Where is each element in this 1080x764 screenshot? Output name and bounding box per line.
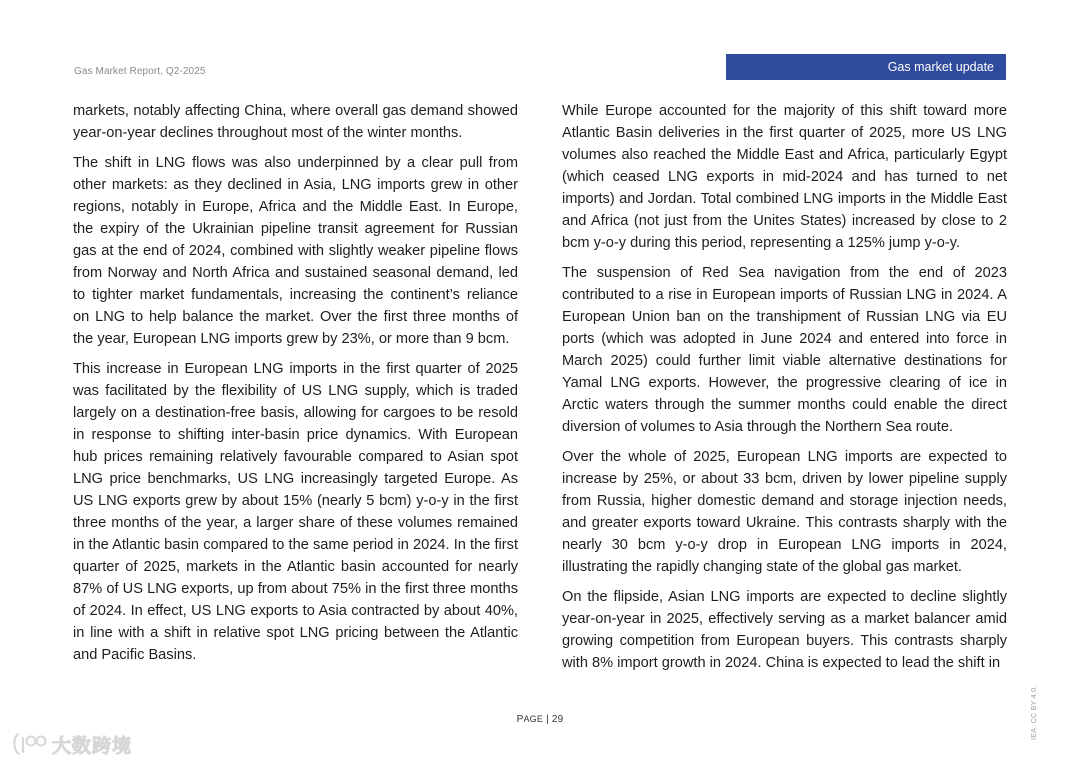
- paragraph: This increase in European LNG imports in the first quarter of 2025 was facilitated by the flexibility of US LNG supply, which is traded largely on a destination-free basis, allowing for cargoes to be resold in response to shifting inter-basin price dynamics. With European hub prices remaining relatively favourable compared to Asian spot LNG price benchmarks, US LNG increasingly targeted Europe. As US LNG exports grew by about 15% (nearly 5 bcm) y-o-y in the first three months of the year, a larger share of these volumes remained in the Atlantic basin compared to the same period in 2024. In the first quarter of 2025, markets in the Atlantic basin accounted for nearly 87% of US LNG exports, up from about 75% in the first three months of 2024. In effect, US LNG exports to Asia contracted by about 40%, in line with a shift in relative spot LNG pricing between the Atlantic and Pacific Basins.: [73, 361, 518, 663]
- watermark-text: 大数跨境: [52, 734, 133, 757]
- watermark: [10, 730, 132, 758]
- paragraph: Over the whole of 2025, European LNG imports are expected to increase by 25%, or about 33 bcm, driven by lower pipeline supply from Russia, higher domestic demand and storage injection needs, and greater exports toward Ukraine. This contrasts sharply with the nearly 30 bcm y-o-y drop in European LNG imports in 2024, illustrating the rapidly changing state of the global gas market.: [562, 449, 1007, 575]
- right-column: [562, 100, 1007, 682]
- license-note: IEA. CC BY 4.0.: [1031, 685, 1038, 740]
- section-tab: Gas market update: [726, 54, 1006, 80]
- left-column: [73, 100, 518, 674]
- paragraph: markets, notably affecting China, where overall gas demand showed year-on-year declines throughout most of the winter months.: [73, 103, 518, 141]
- paragraph: The shift in LNG flows was also underpinned by a clear pull from other markets: as they declined in Asia, LNG imports grew in other regions, notably in Europe, Africa and the Middle East. In Europe, the expiry of the Ukrainian pipeline transit agreement for Russian gas at the end of 2024, combined with slightly weaker pipeline flows from Norway and North Africa and sustained seasonal demand, led to tighter market fundamentals, increasing the continent’s reliance on LNG to help balance the market. Over the first three months of the year, European LNG imports grew by 23%, or more than 9 bcm.: [73, 155, 518, 347]
- paragraph: On the flipside, Asian LNG imports are expected to decline slightly year-on-year in 2025, effectively serving as a market balancer amid growing competition from European buyers. This contrasts sharply with 8% import growth in 2024. China is expected to lead the shift in: [562, 589, 1007, 671]
- page-label-initial: P: [516, 714, 524, 725]
- paragraph: The suspension of Red Sea navigation from the end of 2023 contributed to a rise in European imports of Russian LNG in 2024. A European Union ban on the transhipment of Russian LNG via EU ports (which was adopted in June 2024 and entered into force in March 2025) could further limit viable alternative destinations for Yamal LNG exports. However, the progressive clearing of ice in Arctic waters through the summer months could enable the direct diversion of volumes to Asia through the Northern Sea route.: [562, 265, 1007, 435]
- page-number-value: 29: [551, 714, 564, 725]
- page-separator: |: [543, 714, 552, 725]
- document-title: Gas Market Report, Q2-2025: [74, 66, 206, 77]
- watermark-logo-icon: [10, 730, 48, 758]
- page-label-rest: AGE: [523, 714, 544, 724]
- page-number: [0, 714, 1080, 725]
- paragraph: While Europe accounted for the majority of this shift toward more Atlantic Basin deliveries in the first quarter of 2025, more US LNG volumes also reached the Middle East and Africa, particularly Egypt (which ceased LNG exports in mid-2024 and has turned to net imports) and Jordan. Total combined LNG imports in the Middle East and Africa (not just from the Unites States) increased by close to 2 bcm y-o-y during this period, representing a 125% jump y-o-y.: [562, 103, 1007, 251]
